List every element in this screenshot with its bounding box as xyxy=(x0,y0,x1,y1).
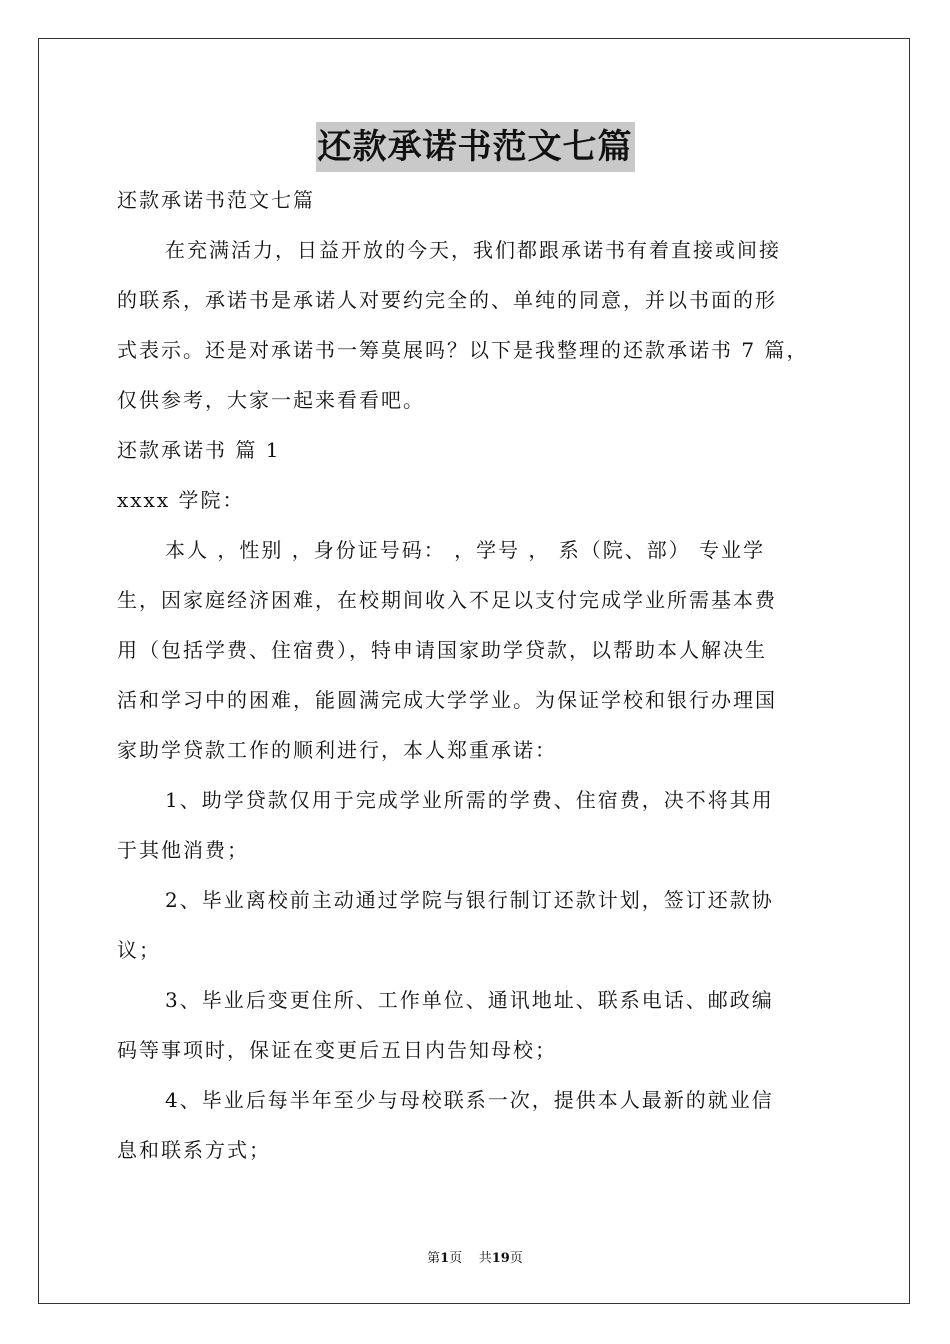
current-page-number: 1 xyxy=(440,1251,450,1266)
body-line: 家助学贷款工作的顺利进行，本人郑重承诺： xyxy=(117,738,557,762)
section-heading: 还款承诺书 篇 1 xyxy=(117,438,281,462)
footer-mid: 页 共 xyxy=(449,1251,492,1266)
body-line: 用（包括学费、住宿费），特申请国家助学贷款，以帮助本人解决生 xyxy=(117,638,767,662)
body-line: 活和学习中的困难，能圆满完成大学学业。为保证学校和银行办理国 xyxy=(117,688,777,712)
total-page-count: 19 xyxy=(491,1251,510,1266)
list-item-line: 1、助学贷款仅用于完成学业所需的学费、住宿费，决不将其用 xyxy=(165,788,774,812)
body-line: 还款承诺书范文七篇 xyxy=(117,188,315,212)
addressee: xxxx 学院： xyxy=(117,488,245,512)
list-item-line: 息和联系方式； xyxy=(117,1138,271,1162)
body-line: 式表示。还是对承诺书一筹莫展吗？以下是我整理的还款承诺书 7 篇， xyxy=(117,338,809,362)
list-item-line: 议； xyxy=(117,938,161,962)
list-item-line: 2、毕业离校前主动通过学院与银行制订还款计划，签订还款协 xyxy=(165,888,774,912)
document-title: 还款承诺书范文七篇 xyxy=(316,122,635,172)
list-item-line: 4、毕业后每半年至少与母校联系一次，提供本人最新的就业信 xyxy=(165,1088,774,1112)
document-body xyxy=(117,175,837,1175)
body-line: 本人 ，性别 ，身份证号码： ，学号 ， 系（院、部） 专业学 xyxy=(165,538,766,562)
list-item-line: 于其他消费； xyxy=(117,838,249,862)
body-line: 在充满活力，日益开放的今天，我们都跟承诺书有着直接或间接 xyxy=(165,238,781,262)
footer-prefix: 第 xyxy=(427,1251,441,1266)
body-line: 的联系，承诺书是承诺人对要约完全的、单纯的同意，并以书面的形 xyxy=(117,288,777,312)
title-container xyxy=(0,122,950,172)
page-footer xyxy=(0,1247,950,1266)
list-item-line: 码等事项时，保证在变更后五日内告知母校； xyxy=(117,1038,557,1062)
footer-suffix: 页 xyxy=(509,1251,523,1266)
list-item-line: 3、毕业后变更住所、工作单位、通讯地址、联系电话、邮政编 xyxy=(165,988,774,1012)
body-line: 仅供参考，大家一起来看看吧。 xyxy=(117,388,425,412)
body-line: 生，因家庭经济困难，在校期间收入不足以支付完成学业所需基本费 xyxy=(117,588,777,612)
